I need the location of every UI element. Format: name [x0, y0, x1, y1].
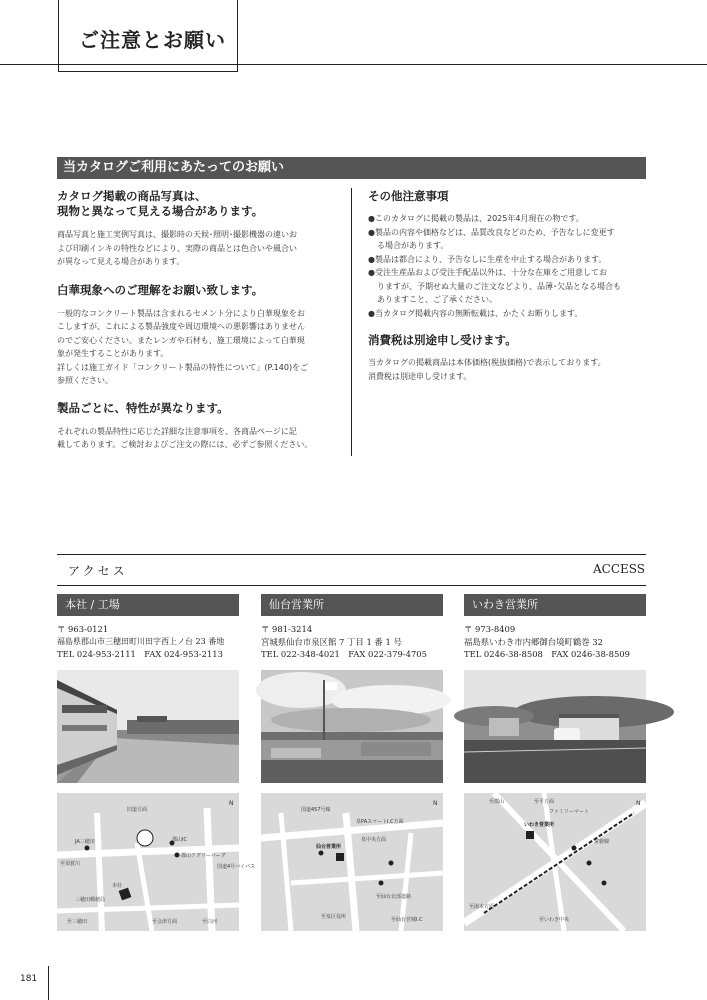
characteristics-line: それぞれの製品特性に応じた詳細な注意事項を、各商品ページに記 [57, 426, 297, 436]
map-label: 至湯本方面 [469, 903, 495, 910]
map-label: 泉中央方面 [361, 836, 387, 843]
note-bullet-cont: ありますこと、ご了承ください。 [377, 295, 497, 304]
office-head-photo [57, 670, 239, 783]
note-bullet-cont: りますが、予期せぬ大量のご注文などより、品薄･欠品となる場合も [377, 281, 621, 291]
photo-heading-line1: カタログ掲載の商品写真は、 [57, 189, 207, 203]
right-column [368, 188, 646, 383]
map-label: 三穂田郵便局 [75, 896, 106, 903]
map-label: 至三穂田 [67, 918, 88, 925]
office-sendai-map [261, 793, 443, 931]
office-iwaki-map [464, 793, 646, 931]
map-label: ファミリーマート [549, 808, 589, 815]
map-label: 至仙台宮城I.C [391, 916, 423, 923]
efflorescence-heading: 白華現象へのご理解をお願い致します。 [57, 282, 264, 297]
page-title: ご注意とお願い [79, 28, 226, 52]
map-label: 至須賀川 [60, 860, 81, 867]
office-head-title: 本社 / 工場 [57, 594, 239, 616]
map-label: 至白河 [202, 918, 218, 925]
office-sendai-postal: 〒 981-3214 [261, 624, 313, 634]
north-icon: N [229, 799, 234, 807]
tax-line: 当カタログの掲載商品は本体価格(税抜価格)で表示しております。 [368, 358, 606, 367]
office-iwaki-address: 福島県いわき市内郷御台境町鶴巻 32 [464, 636, 603, 647]
efflorescence-line: 参照ください。 [57, 376, 113, 385]
note-bullet: ●製品の内容や価格などは、品質改良などのため、予告なしに変更す [368, 227, 615, 237]
left-column [57, 188, 339, 452]
efflorescence-line: 象が発生することがあります。 [57, 349, 169, 358]
map-label: いわき営業所 [524, 821, 555, 828]
office-iwaki-title: いわき営業所 [464, 594, 646, 616]
office-head-map [57, 793, 256, 931]
map-label: 旧道方面 [127, 806, 148, 813]
map-label: 国道4号バイパス [217, 863, 256, 870]
photo-heading-line2: 現物と異なって見える場合があります。 [57, 204, 264, 218]
office-head-address-block [57, 623, 239, 661]
note-bullet: ●当カタログ掲載内容の無断転載は、かたくお断りします。 [368, 308, 583, 318]
page-number: 181 [20, 974, 38, 984]
office-iwaki [464, 594, 646, 931]
section-title-bar: 当カタログご利用にあたってのお願い [57, 157, 646, 179]
map-label: 至泉区役所 [321, 913, 347, 920]
office-head-postal: 〒 963-0121 [57, 624, 109, 634]
map-label: 国道457号線 [301, 806, 331, 813]
access-rule-bottom [57, 585, 646, 586]
map-label: 郡山アグリーバーグ [181, 852, 226, 859]
other-notes-heading: その他注意事項 [368, 189, 449, 203]
office-sendai-title: 仙台営業所 [261, 594, 443, 616]
tax-heading: 消費税は別途申し受けます。 [368, 333, 517, 347]
characteristics-line: 載してあります。ご検討およびご注文の際には、必ずご参照ください。 [57, 440, 313, 449]
efflorescence-line: こしますが、これによる製品強度や周辺環境への悪影響はありません [57, 322, 305, 331]
note-bullet: ●このカタログに掲載の製品は、2025年4月現在の物です。 [368, 214, 584, 223]
office-iwaki-address-block [464, 623, 646, 661]
map-label: 至郡山 [489, 798, 505, 805]
note-bullet-cont: る場合があります。 [377, 241, 449, 250]
map-label: 郡山IC [172, 836, 187, 843]
map-label: JA三穂田 [75, 838, 95, 845]
tax-line: 消費税は別途申し受けます。 [368, 371, 472, 381]
map-label: 常磐線 [594, 838, 610, 845]
note-bullet: ●製品は都合により、予告なしに生産を中止する場合があります。 [368, 254, 607, 264]
office-iwaki-postal: 〒 973-8409 [464, 624, 516, 634]
map-label: 至いわき中央 [539, 916, 570, 923]
photo-note-line: よび印刷インキの特性などにより、実際の商品とは色合いや風合い [57, 243, 297, 253]
map-label: 至平方面 [534, 798, 555, 805]
title-rule [0, 64, 707, 65]
access-title-en: ACCESS [592, 562, 645, 576]
efflorescence-line: のでご安心ください。またレンガや石材も、施工環境によって白華現 [57, 335, 305, 345]
office-sendai [261, 594, 443, 931]
office-iwaki-phone: TEL 0246-38-8508 FAX 0246-38-8509 [464, 649, 630, 659]
map-label: 泉PAスマートI.C方面 [356, 818, 404, 825]
map-label: 仙台営業所 [316, 843, 342, 850]
photo-note-line: 商品写真と施工実例写真は、撮影時の天候･照明･撮影機器の違いお [57, 230, 297, 239]
note-bullet: ●受注生産品および受注手配品以外は、十分な在庫をご用意してお [368, 268, 607, 277]
column-divider [351, 188, 352, 456]
efflorescence-line: 詳しくは施工ガイド「コンクリート製品の特性について」(P.140)をご [57, 362, 309, 372]
north-icon: N [636, 799, 641, 807]
map-label: 至仙台北部道路 [376, 893, 412, 900]
office-head-address: 福島県郡山市三穂田町川田字西上ノ台 23 番地 [57, 636, 225, 646]
office-head [57, 594, 256, 931]
access-title-jp: アクセス [68, 564, 128, 578]
map-label: 本社 [112, 882, 123, 889]
title-box [58, 0, 238, 72]
north-icon: N [433, 799, 438, 807]
access-rule-top [57, 554, 646, 555]
office-sendai-phone: TEL 022-348-4021 FAX 022-379-4705 [261, 649, 427, 659]
efflorescence-line: 一般的なコンクリート製品は含まれるセメント分により白華現象をお [57, 308, 305, 318]
characteristics-heading: 製品ごとに、特性が異なります。 [57, 400, 229, 415]
footer-rule [48, 966, 49, 1000]
photo-note-line: が異なって見える場合があります。 [57, 257, 185, 266]
office-head-phone: TEL 024-953-2111 FAX 024-953-2113 [57, 649, 223, 659]
office-sendai-photo [261, 670, 443, 783]
office-sendai-address: 宮城県仙台市泉区館 7 丁目 1 番 1 号 [261, 636, 402, 647]
office-iwaki-photo [464, 670, 646, 783]
office-sendai-address-block [261, 623, 443, 661]
map-label: 至会津方面 [152, 918, 178, 925]
